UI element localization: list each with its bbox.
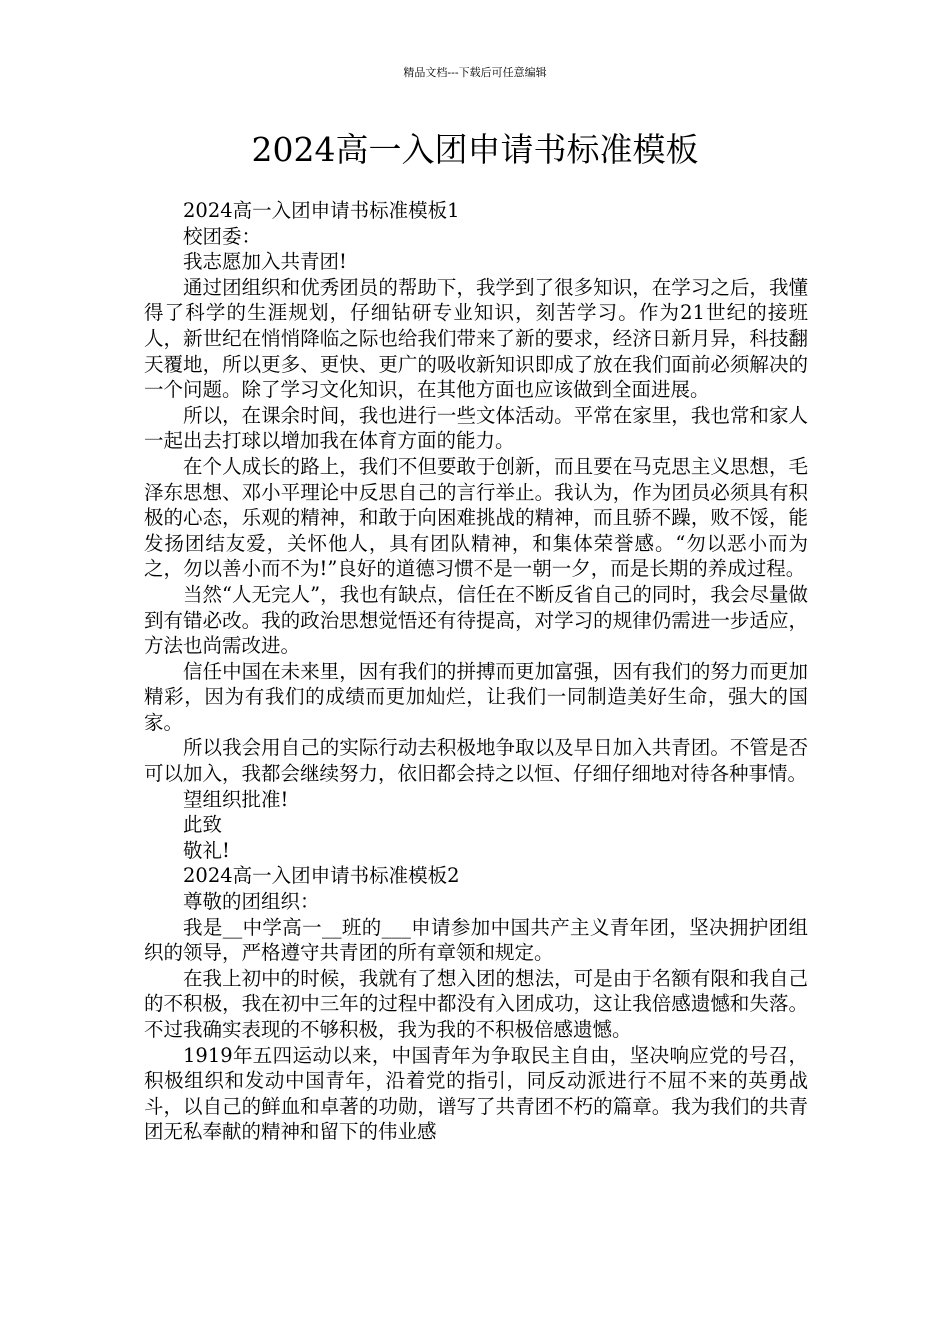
body-paragraph: 所以，在课余时间，我也进行一些文体活动。平常在家里，我也常和家人一起出去打球以增加我在体育方面的能力。: [144, 403, 808, 453]
body-paragraph: 在我上初中的时候，我就有了想入团的想法，可是由于名额有限和我自己的不积极，我在初中三年的过程中都没有入团成功，这让我倍感遗憾和失落。不过我确实表现的不够积极，我为我的不积极倍感遗憾。: [144, 966, 808, 1041]
closing-line: 此致: [183, 813, 223, 837]
body-paragraph: 所以我会用自己的实际行动去积极地争取以及早日加入共青团。不管是否可以加入，我都会继续努力，依旧都会持之以恒、仔细仔细地对待各种事情。: [144, 736, 808, 786]
salutation: 校团委：: [183, 224, 262, 248]
closing-line: 望组织批准!: [183, 787, 289, 811]
body-paragraph: 我志愿加入共青团!: [183, 250, 347, 274]
section-heading-1: 2024高一入团申请书标准模板1: [183, 199, 460, 222]
page-header: 精品文档---下载后可任意编辑: [403, 66, 547, 79]
salutation: 尊敬的团组织：: [183, 890, 320, 914]
document-title: 2024高一入团申请书标准模板: [251, 130, 699, 169]
body-paragraph: 1919年五四运动以来，中国青年为争取民主自由，坚决响应党的号召，积极组织和发动中国青年，沿着党的指引，同反动派进行不屈不来的英勇战斗，以自己的鲜血和卓著的功勋，谱写了共青团不朽的篇章。我为我们的共青团无私奉献的精神和留下的伟业感: [144, 1043, 808, 1144]
body-paragraph: 通过团组织和优秀团员的帮助下，我学到了很多知识，在学习之后，我懂得了科学的生涯规划，仔细钻研专业知识，刻苦学习。作为21世纪的接班人，新世纪在悄悄降临之际也给我们带来了新的要求，经济日新月异，科技翻天覆地，所以更多、更快、更广的吸收新知识即成了放在我们面前必须解决的一个问题。除了学习文化知识，在其他方面也应该做到全面进展。: [144, 275, 808, 402]
body-paragraph: 当然“人无完人”，我也有缺点，信任在不断反省自己的同时，我会尽量做到有错必改。我的政治思想觉悟还有待提高，对学习的规律仍需进一步适应，方法也尚需改进。: [144, 582, 808, 658]
body-paragraph: 我是__中学高一__班的___申请参加中国共产主义青年团，坚决拥护团组织的领导，严格遵守共青团的所有章领和规定。: [144, 915, 808, 965]
body-paragraph: 信任中国在未来里，因有我们的拼搏而更加富强，因有我们的努力而更加精彩，因为有我们的成绩而更加灿烂，让我们一同制造美好生命，强大的国家。: [144, 659, 808, 734]
body-paragraph: 在个人成长的路上，我们不但要敢于创新，而且要在马克思主义思想，毛泽东思想、邓小平理论中反思自己的言行举止。我认为，作为团员必须具有积极的心态，乐观的精神，和敢于向困难挑战的精神，而且骄不躁，败不馁，能发扬团结友爱，关怀他人，具有团队精神，和集体荣誉感。“勿以恶小而为之，勿以善小而不为!”良好的道德习惯不是一朝一夕，而是长期的养成过程。: [144, 454, 808, 581]
closing-line: 敬礼!: [183, 838, 230, 862]
document-body: [144, 198, 808, 1145]
section-heading-2: 2024高一入团申请书标准模板2: [183, 864, 460, 888]
